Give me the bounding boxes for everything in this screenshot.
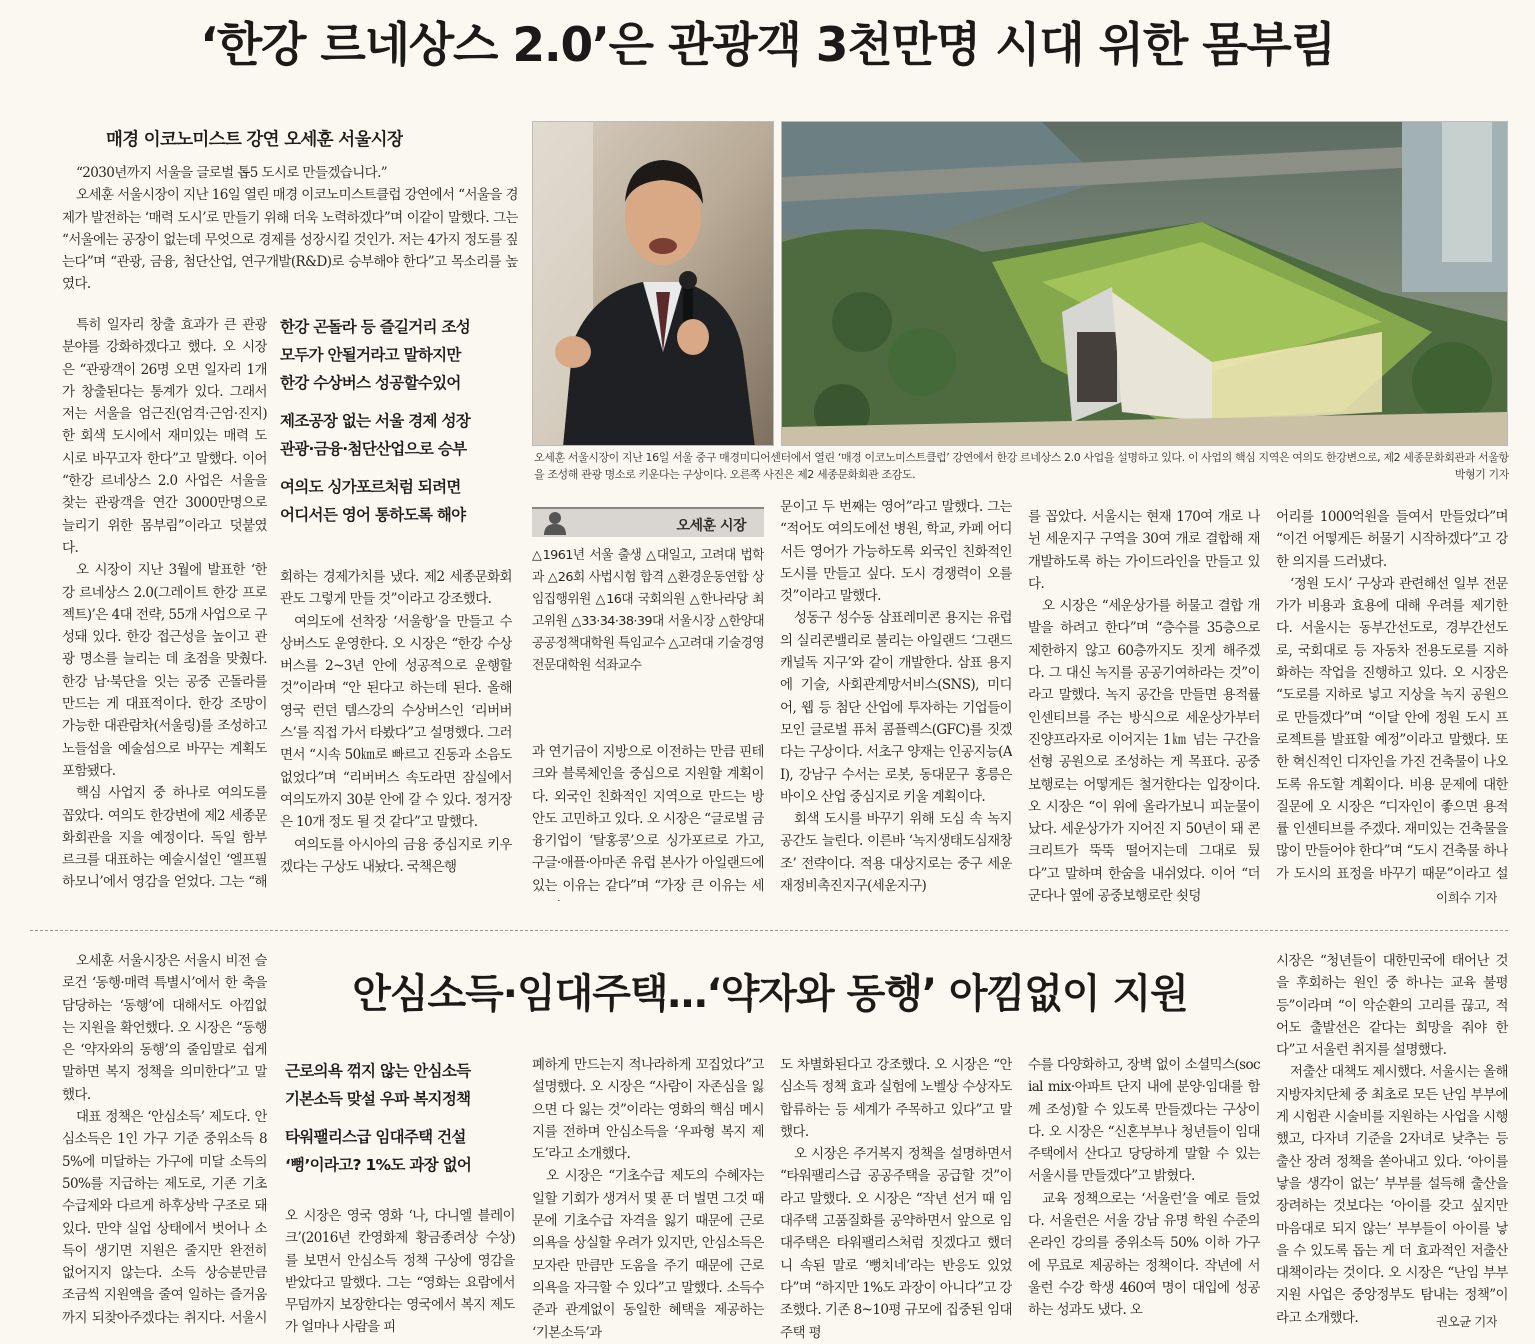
main-headline: ‘한강 르네상스 2.0’은 관광객 3천만명 시대 위한 몸부림 bbox=[200, 18, 1335, 73]
bottom-column-2 bbox=[285, 1205, 515, 1340]
article-column-6 bbox=[1276, 506, 1508, 886]
section-divider bbox=[30, 930, 1508, 931]
paragraph: 오 시장은 주거복지 정책을 설명하면서 “타워팰리스급 공공주택을 공급할 것”이라고 말했다. 오 시장은 “작년 선거 때 임대주택 고품질화를 공약하면서 앞으로 임대주택은 타워팰리스처럼 짓겠다고 했더니 속된 말로 ‘뻥치네’라는 반응도 있었다”며 “하지만 1%도 과장이 아니다”고 강조했다. 기존 8~10평 규모에 집중된 임대주택 평 bbox=[780, 1146, 1012, 1339]
kicker: 매경 이코노미스트 강연 오세훈 서울시장 bbox=[106, 130, 404, 150]
bottom-column-4 bbox=[780, 1054, 1012, 1339]
subhead-line: 근로의욕 꺾지 않는 안심소득 bbox=[285, 1062, 471, 1080]
paragraph: 핵심 사업지 중 하나로 여의도를 꼽았다. 여의도 한강변에 제2 세종문화회관을 지을 예정이다. 독일 함부르크를 대표하는 예술시설인 ‘엘프필하모니’에서 영감을 얻었다. 그는 “해 bbox=[62, 785, 267, 891]
paragraph: 오 시장은 “기초수급 제도의 수혜자는 일할 기회가 생겨서 몇 푼 더 벌면 그것 때문에 기초수급 자격을 잃기 때문에 근로 의욕을 상실할 우려가 있지만, 안심소득은 모자란 만큼만 도움을 주기 때문에 근로 의욕을 자극할 수 있다”고 말했다. 소득수준과 관계없이 동일한 혜택을 제공하는 ‘기본소득’과 bbox=[532, 1168, 764, 1339]
profile-name: 오세훈 시장 bbox=[676, 518, 746, 534]
profile-header bbox=[532, 507, 764, 537]
subhead-line: 어디서든 영어 통하도록 해야 bbox=[280, 506, 466, 524]
subhead-line: 한강 곤돌라 등 즐길거리 조성 bbox=[280, 318, 471, 336]
subhead-line: 여의도 싱가포르처럼 되려면 bbox=[280, 478, 461, 496]
paragraph: 여의도를 아시아의 금융 중심지로 키우겠다는 구상도 내놨다. 국책은행 bbox=[280, 836, 512, 875]
article-column-3 bbox=[532, 741, 764, 901]
paragraph: 오세훈 서울시장은 서울시 비전 슬로건 ‘동행·매력 특별시’에서 한 축을 담당하는 ‘동행’에 대해서도 아낌없는 지원을 확언했다. 오 시장은 “동행은 ‘약자와의 동행’의 줄임말로 쉽게 말하면 복지 정책을 의미한다”고 말했다. bbox=[62, 953, 267, 1103]
bottom-headline: 안심소득·임대주택…‘약자와 동행’ 아낌없이 지원 bbox=[352, 971, 1188, 1017]
profile-text: △1961년 서울 출생 △대일고, 고려대 법학과 △26회 사법시험 합격 △환경운동연합 상임집행위원 △16대 국회의원 △한나라당 최고위원 △33·34·38·39대 서울시장 △한양대 공공정책대학원 특임교수 △고려대 기술경영전문대학원 석좌교수 bbox=[532, 548, 764, 673]
bottom-column-1 bbox=[62, 950, 267, 1330]
subhead-box bbox=[280, 313, 520, 529]
lead-text bbox=[62, 162, 518, 312]
paragraph: “2030년까지 서울을 글로벌 톱5 도시로 만들겠습니다.” bbox=[76, 165, 388, 181]
paragraph: 수를 다양화하고, 장벽 없이 소셜믹스(social mix·아파트 단지 내에 분양·임대를 함께 조성)할 수 있도록 만들겠다는 구상이다. 오 시장은 “신혼부부나 청년들이 임대주택에서 산다고 당당하게 말할 수 있는 서울시를 만들겠다”고 밝혔다. bbox=[1028, 1057, 1260, 1185]
paragraph: 특히 일자리 창출 효과가 큰 관광 분야를 강화하겠다고 했다. 오 시장은 “관광객이 26명 오면 일자리 1개가 창출된다는 통계가 있다. 그래서 저는 서울을 엄근진(엄격·근엄·진지)한 회색 도시에서 재미있는 매력 도시로 바꾸고자 한다”고 말했다. 이어 “한강 르네상스 2.0 사업은 서울을 찾는 관광객을 연간 3000만명으로 늘리기 위한 몸부림”이라고 덧붙였다. bbox=[62, 317, 267, 556]
paragraph: 성동구 성수동 삼표레미콘 용지는 유럽의 실리콘밸리로 불리는 아일랜드 ‘그랜드 캐널독 지구’와 같이 개발한다. 삼표 용지에 기술, 사회관계망서비스(SNS), 미디어, 웹 등 첨단 산업에 투자하는 기업들이 모인 글로벌 퓨처 콤플렉스(GFC)를 짓겠다는 구상이다. 서초구 양재는 인공지능(AI), 강남구 수서는 로봇, 동대문구 홍릉은 바이오 산업 중심지로 키울 계획이다. bbox=[780, 610, 1012, 805]
paragraph: 과 연기금이 지방으로 이전하는 만큼 핀테크와 블록체인을 중심으로 지원할 계획이다. 외국인 친화적인 지역으로 만드는 방안도 고민하고 있다. 오 시장은 “글로벌 금융기업이 ‘탈홍콩’으로 싱가포르로 가고, 구글·애플·아마존 유럽 본사가 아일랜드에 있는 이유는 같다”며 “가장 큰 이유는 세 bbox=[532, 744, 764, 894]
bottom-column-3 bbox=[532, 1054, 764, 1339]
subhead-line: 한강 수상버스 성공할수있어 bbox=[280, 374, 461, 392]
paragraph: 여의도에 선착장 ‘서울항’을 만들고 수상버스도 운영한다. 오 시장은 “한강 수상버스를 2~3년 안에 성공적으로 운행할 것”이라며 “안 된다고 하는데 된다. 올해 영국 런던 템스강의 수상버스인 ‘리버버스’를 직접 가서 타봤다”고 설명했다. 그러면서 “시속 50㎞로 빠르고 진동과 소음도 없었다”며 “리버버스 속도라면 잠실에서 여의도까지 30분 안에 갈 수 있다. 정거장은 10개 정도 될 것 같다”고 말했다. bbox=[280, 613, 512, 831]
paragraph: 교육 정책으로는 ‘서울런’을 예로 들었다. 서울런은 서울 강남 유명 학원 수준의 온라인 강의를 중위소득 50% 이하 가구에 무료로 제공하는 정책이다. 작년에 서울런 수강 학생 460여 명이 대입에 성공하는 성과도 냈다. 오 bbox=[1028, 1190, 1260, 1319]
photo-credit: 박형기 기자 bbox=[1454, 468, 1509, 481]
subhead-line: 제조공장 없는 서울 경제 성장 bbox=[280, 412, 471, 430]
rendering-photo bbox=[781, 121, 1508, 446]
paragraph: 저출산 대책도 제시했다. 서울시는 올해 지방자치단체 중 최초로 모든 난임 부부에게 시험관 시술비를 지원하는 사업을 시행했고, 다자녀 기준을 2자녀로 낮추는 등 출산 장려 정책을 쏟아내고 있다. ‘아이를 낳을 생각이 없는’ 부부를 설득해 출산을 장려하는 것보다는 ‘아이를 갖고 싶지만 마음대로 되지 않는’ 부부들이 아이를 낳을 수 있도록 돕는 게 더 효과적인 저출산 대책이라는 것이다. 오 시장은 “난임 부부 지원 사업은 중앙정부도 탐내는 정책”이라고 소개했다. bbox=[1276, 1064, 1508, 1326]
paragraph: 대표 정책은 ‘안심소득’ 제도다. 안심소득은 1인 가구 기준 중위소득 85%에 미달하는 가구에 미달 소득의 50%를 지급하는 제도로, 기존 기초수급제와 다르게 하후상박 구조로 돼 있다. 만약 실업 상태에서 벗어나 소득이 생기면 지원은 줄지만 완전히 없어지지 않는다. 소득 상승분만큼 조금씩 지원액을 줄여 일하는 즐거움까지 되찾아주겠다는 취지다. 서울시 bbox=[62, 1109, 267, 1326]
paragraph: 시장은 “청년들이 대한민국에 태어난 것을 후회하는 원인 중 하나는 교육 불평등”이라며 “이 악순환의 고리를 끊고, 적어도 출발선은 같다는 희망을 줘야 한다”고 서울런 취지를 설명했다. bbox=[1276, 953, 1508, 1059]
caption-text: 오세훈 서울시장이 지난 16일 서울 중구 매경미디어센터에서 열린 ‘매경 이코노미스트클럽’ 강연에서 한강 르네상스 2.0 사업을 설명하고 있다. 이 사업의 핵심 지역은 여의도 한강변으로, 제2 세종문화회관과 서울항을 조성해 관광 명소로 키운다는 구상이다. 오른쪽 사진은 제2 세종문화회관 조감도. bbox=[534, 451, 1509, 481]
bottom-subhead-box bbox=[285, 1057, 515, 1179]
subhead-line: ‘뻥’이라고? 1%도 과장 없어 bbox=[285, 1156, 472, 1174]
paragraph: 회색 도시를 바꾸기 위해 도심 속 녹지 공간도 늘린다. 이른바 ‘녹지생태도심재창조’ 전략이다. 적용 대상지로는 중구 세운재정비촉진지구(세운지구) bbox=[780, 811, 1012, 895]
article-column-2 bbox=[280, 566, 512, 896]
article-column-1 bbox=[62, 314, 267, 894]
paragraph: 문이고 두 번째는 영어”라고 말했다. 그는 “적어도 여의도에선 병원, 학교, 카페 어디서든 영어가 가능하도록 외국인 친화적인 도시를 만들고 싶다. 도시 경쟁력이 오를 것”이라고 말했다. bbox=[780, 499, 1012, 605]
paragraph: 오세훈 서울시장이 지난 16일 열린 매경 이코노미스트클럽 강연에서 “서울을 경제가 발전하는 ‘매력 도시’로 만들기 위해 더욱 노력하겠다”며 이같이 말했다. 그는 “서울에는 공장이 없는데 무엇으로 경제를 성장시킬 것인가. 저는 4가지 정도를 짚는다”며 “관광, 금융, 첨단산업, 연구개발(R&D)로 승부해야 한다”고 목소리를 높였다. bbox=[62, 187, 518, 293]
photo-caption bbox=[534, 449, 1509, 483]
profile-box bbox=[532, 507, 764, 677]
paragraph: 폐하게 만드는지 적나라하게 꼬집었다”고 설명했다. 오 시장은 “사람이 자존심을 잃으면 다 잃는 것”이라는 영화의 핵심 메시지를 전하며 안심소득을 ‘우파형 복지 제도’라고 소개했다. bbox=[532, 1057, 764, 1163]
paragraph: 회하는 경제가치를 냈다. 제2 세종문화회관도 그렇게 만들 것”이라고 강조했다. bbox=[280, 569, 512, 608]
subhead-line: 기본소득 맞설 우파 복지정책 bbox=[285, 1090, 471, 1108]
paragraph: ‘정원 도시’ 구상과 관련해선 일부 전문가가 비용과 효용에 대해 우려를 제기한다. 서울시는 동부간선도로, 경부간선도로, 국회대로 등 자동차 전용도로를 지하화하는 작업을 진행하고 있다. 오 시장은 “도로를 지하로 넣고 지상을 녹지 공원으로 만들겠다”며 “이달 안에 정원 도시 프로젝트를 발표할 예정”이라고 말했다. 또한 혁신적인 디자인을 가진 건축물이 나오도록 유도할 계획이다. 비용 문제에 대한 질문에 오 시장은 “디자인이 좋으면 용적률 인센티브를 주겠다. 재미있는 건축물을 많이 만들어야 한다”며 “도시 건축물 하나가 도시의 표정을 바꾸기 때문”이라고 설 bbox=[1276, 575, 1508, 882]
paragraph: 어리를 1000억원을 들여서 만들었다”며 “이건 어떻게든 허물기 시작하겠다”고 강한 의지를 드러냈다. bbox=[1276, 509, 1508, 570]
paragraph: 오 시장은 “세운상가를 허물고 결합 개발을 하려고 한다”며 “층수를 35층으로 제한하지 않고 60층까지도 짓게 해주겠다. 그 대신 녹지를 공공기여하라는 것”이라고 말했다. 녹지 공간을 만들면 용적률 인센티브를 주는 방식으로 세운상가부터 진양프라자로 이어지는 1㎞ 넘는 구간을 선형 공원으로 조성하는 게 목표다. 공중보행로는 어떻게든 철거한다는 입장이다. 오 시장은 “이 위에 올라가보니 피눈물이 났다. 세운상가가 지어진 지 50년이 돼 콘크리트가 뚝뚝 떨어지는데 그대로 뒀다”고 말하며 한숨을 내쉬었다. 이어 “더군다나 옆에 공중보행로란 쇳덩 bbox=[1028, 598, 1260, 905]
paragraph: 오 시장이 지난 3월에 발표한 ‘한강 르네상스 2.0(그레이트 한강 프로젝트)’은 4대 전략, 55개 사업으로 구성돼 있다. 한강 접근성을 높이고 관광 명소를 늘리는 데 초점을 맞췄다. 한강 남·북단을 잇는 공중 곤돌라를 만드는 게 대표적이다. 한강 조망이 가능한 대관람차(서울링)를 조성하고 노들섬을 예술섬으로 바꾸는 계획도 포함됐다. bbox=[62, 562, 267, 779]
paragraph: 를 꼽았다. 서울시는 현재 170여 개로 나뉜 세운지구 구역을 30여 개로 결합해 재개발하도록 하는 가이드라인을 만들고 있다. bbox=[1028, 509, 1260, 592]
article-column-4 bbox=[780, 496, 1012, 906]
bottom-column-5 bbox=[1028, 1054, 1260, 1339]
subhead-line: 관광·금융·첨단산업으로 승부 bbox=[280, 440, 467, 458]
article-column-5 bbox=[1028, 506, 1260, 906]
speaker-photo-image bbox=[533, 122, 774, 446]
paragraph: 오 시장은 영국 영화 ‘나, 다니엘 블레이크’(2016년 칸영화제 황금종려상 수상)를 보면서 안심소득 정책 구상에 영감을 받았다고 말했다. 그는 “영화는 요람에서 무덤까지 보장한다는 영국에서 복지 제도가 얼마나 사람을 피 bbox=[285, 1208, 515, 1336]
bottom-column-6 bbox=[1276, 950, 1508, 1330]
byline-top: 이희수 기자 bbox=[1430, 888, 1497, 906]
subhead-line: 타워팰리스급 임대주택 건설 bbox=[285, 1128, 466, 1146]
paragraph: 도 차별화된다고 강조했다. 오 시장은 “안심소득 정책 효과 실험에 노벨상 수상자도 합류하는 등 세계가 주목하고 있다”고 말했다. bbox=[780, 1057, 1012, 1140]
subhead-line: 모두가 안될거라고 말하지만 bbox=[280, 346, 461, 364]
person-icon bbox=[544, 511, 566, 535]
byline-bottom: 권오균 기자 bbox=[1430, 1312, 1497, 1330]
rendering-photo-image bbox=[782, 122, 1508, 446]
speaker-photo bbox=[532, 121, 774, 446]
